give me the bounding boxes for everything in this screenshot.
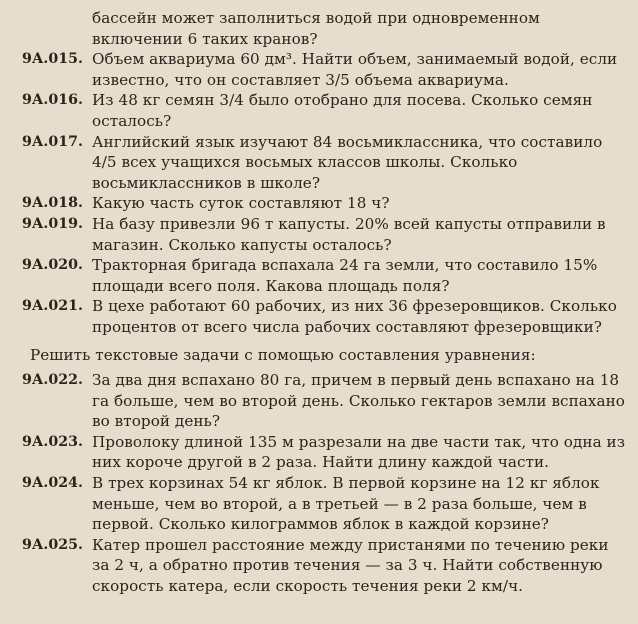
problem-9a020 <box>22 255 626 296</box>
problem-9a024 <box>22 473 626 535</box>
problem-text: Английский язык изучают 84 восьмиклассника, что составило 4/5 всех учащихся восьмых классов школы. Сколько восьмиклассников в школе? <box>92 132 603 192</box>
problem-9a025 <box>22 535 626 597</box>
problem-text: Объем аквариума 60 дм³. Найти объем, занимаемый водой, если известно, что он составляет 3/5 объема аквариума. <box>92 50 618 89</box>
problem-text: На базу привезли 96 т капусты. 20% всей капусты отправили в магазин. Сколько капусты осталось? <box>92 214 606 254</box>
problem-9a017 <box>22 132 626 194</box>
problem-number: 9А.020. <box>22 257 83 274</box>
problem-text: Катер прошел расстояние между пристанями по течению реки за 2 ч, а обратно против течения — за 3 ч. Найти собственную скорость катера, если скорость течения реки 2 км/ч. <box>92 535 609 596</box>
continued-problem-text: бассейн может заполниться водой при одновременном включении 6 таких кранов? <box>92 9 540 48</box>
problem-number: 9А.022. <box>22 372 83 389</box>
problem-text: Какую часть суток составляют 18 ч? <box>92 194 390 213</box>
problem-number: 9А.019. <box>22 215 83 232</box>
problem-number: 9А.025. <box>22 536 83 553</box>
problem-9a019 <box>22 214 626 255</box>
problem-text: В трех корзинах 54 кг яблок. В первой корзине на 12 кг яблок меньше, чем во второй, а в третьей — в 2 раза больше, чем в первой. Сколько килограммов яблок в каждой корзине? <box>92 474 600 534</box>
problem-text: Тракторная бригада вспахала 24 га земли, что составило 15% площади всего поля. Какова площадь поля? <box>92 256 598 295</box>
problem-9a018 <box>22 193 626 214</box>
problem-number: 9А.021. <box>22 298 83 315</box>
problem-text: В цехе работают 60 рабочих, из них 36 фрезеровщиков. Сколько процентов от всего числа рабочих составляют фрезеровщики? <box>92 297 617 336</box>
problem-text: За два дня вспахано 80 га, причем в первый день вспахано на 18 га больше, чем во второй день. Сколько гектаров земли вспахано во второй день? <box>92 371 625 431</box>
problem-number: 9А.018. <box>22 195 83 212</box>
problem-9a015 <box>22 49 626 90</box>
problem-number: 9А.015. <box>22 51 83 68</box>
problem-9a023 <box>22 432 626 473</box>
problem-9a022 <box>22 370 626 432</box>
problem-text: Из 48 кг семян 3/4 было отобрано для посева. Сколько семян осталось? <box>92 91 593 130</box>
problem-number: 9А.016. <box>22 92 83 109</box>
problem-number: 9А.023. <box>22 433 83 450</box>
problem-9a021 <box>22 296 626 337</box>
problem-number: 9А.024. <box>22 475 83 492</box>
problem-number: 9А.017. <box>22 133 83 150</box>
section-instruction: Решить текстовые задачи с помощью составления уравнения: <box>30 345 536 364</box>
problem-9a016 <box>22 90 626 131</box>
problem-text: Проволоку длиной 135 м разрезали на две части так, что одна из них короче другой в 2 раза. Найти длину каждой части. <box>92 432 626 472</box>
